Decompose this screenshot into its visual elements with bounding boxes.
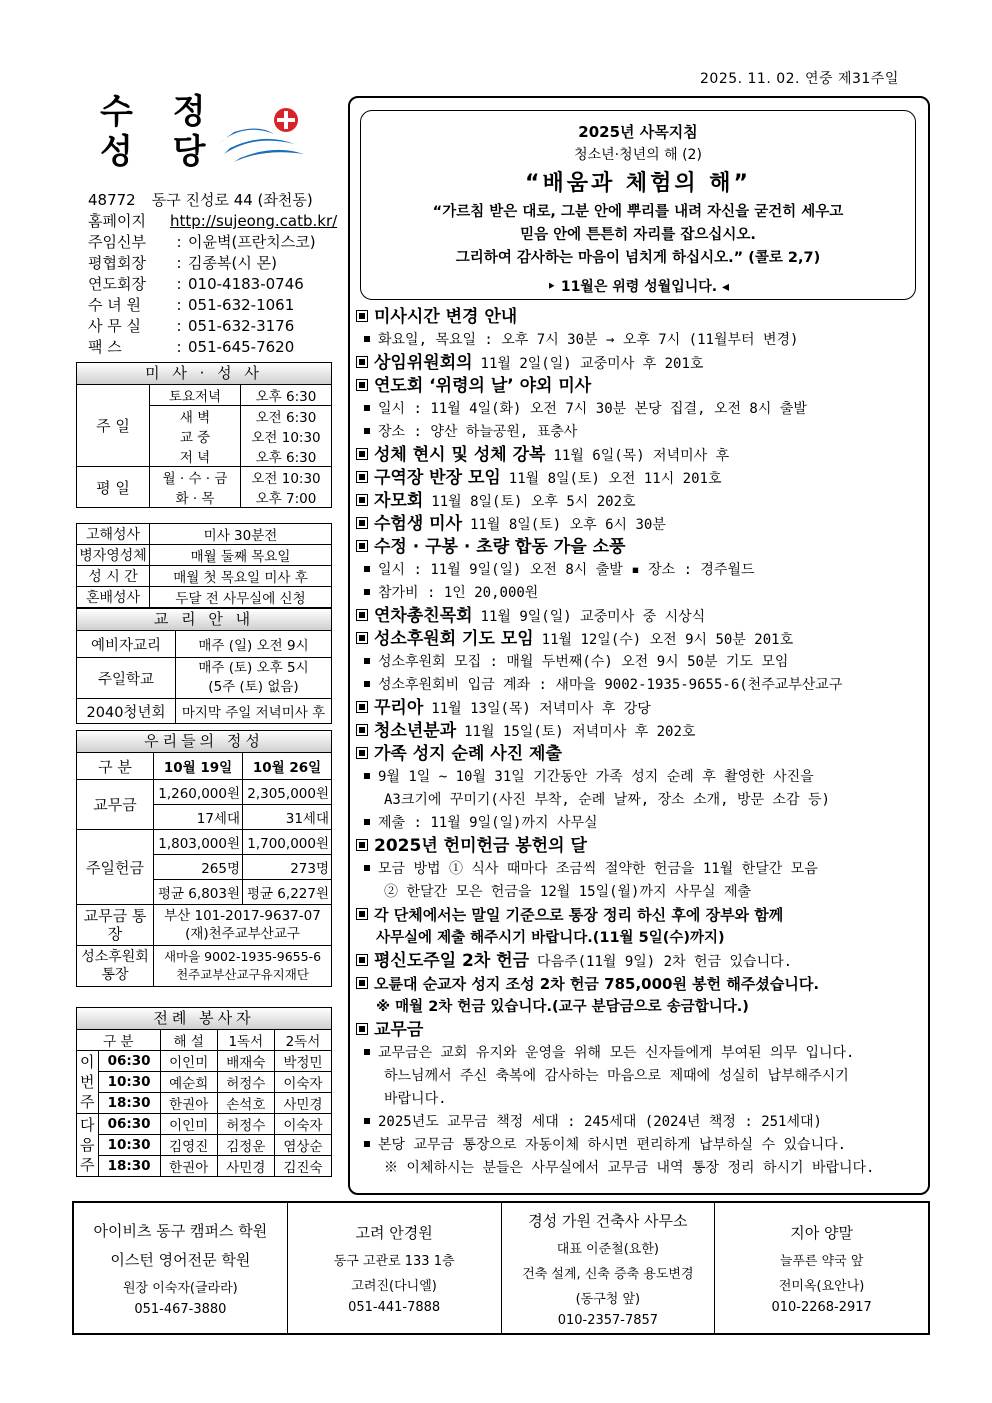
sponsor-ads — [72, 1201, 930, 1335]
notice-title: 성소후원회 기도 모임 — [374, 629, 534, 649]
notice-text: 성소후원회 모집 : 매월 두번째(수) 오전 9시 50분 기도 모임 — [378, 654, 789, 670]
kyomu-label: 교무금 — [77, 780, 154, 830]
notice-detail: 다음주(11월 9일) 2차 헌금 있습니다. — [537, 954, 793, 970]
ad-line: 051-467-3880 — [134, 1302, 227, 1317]
notice-list — [354, 306, 924, 1180]
mass-name: 토요저녁 — [150, 385, 241, 406]
notice-detail: 11월 9일(일) 교중미사 중 시상식 — [480, 609, 706, 625]
notice-item — [354, 421, 924, 444]
info-value: 051-632-3176 — [188, 317, 295, 335]
notice-title: 수정 · 구봉 · 초량 합동 가을 소풍 — [374, 537, 626, 557]
notice-text: 제출 : 11월 9일(일)까지 사무실 — [378, 815, 598, 831]
info-row: 팩 스 : 051-645-7620 — [88, 338, 295, 356]
homepage-link[interactable]: http://sujeong.catb.kr/ — [170, 212, 338, 230]
info-label: 수 녀 원 — [88, 296, 142, 314]
bullet-icon — [364, 589, 370, 595]
servers-table — [76, 1029, 332, 1177]
notice-title: 구역장 반장 모임 — [374, 468, 501, 488]
ad-block — [288, 1203, 502, 1333]
sacrament-row — [77, 587, 332, 608]
ad-line: 010-2357-7857 — [557, 1312, 659, 1328]
ad-block — [74, 1203, 288, 1333]
notice-detail: 11월 13일(목) 저녁미사 후 강당 — [431, 701, 651, 717]
church-logo-icon — [214, 104, 310, 166]
server-name: 염상순 — [274, 1135, 331, 1156]
mass-time: 오후 7:00 — [241, 487, 332, 508]
bullet-icon — [364, 658, 370, 664]
notice-title: 꾸리아 — [374, 698, 424, 718]
notice-heading — [354, 697, 924, 720]
scripture-line: 그리하여 감사하는 마음이 넘치게 하십시오.” (콜로 2,7) — [455, 250, 821, 266]
notice-title: 상임위원회의 — [374, 353, 473, 373]
notice-text: 일시 : 11월 9일(일) 오전 8시 출발 ▪ 장소 : 경주월드 — [378, 562, 755, 578]
server-name: 김진숙 — [274, 1156, 331, 1177]
notice-heading — [354, 306, 924, 329]
doctrine-value: 매주 (일) 오전 9시 — [176, 631, 332, 658]
mass-section-title: 미 사 · 성 사 — [76, 362, 332, 385]
server-name: 손석호 — [217, 1093, 274, 1114]
notice-heading — [354, 375, 924, 398]
servers-row — [77, 1156, 332, 1177]
bullet-icon — [364, 773, 370, 779]
notice-detail: 11월 15일(토) 저녁미사 후 202호 — [464, 724, 696, 740]
notice-item — [354, 582, 924, 605]
mass-time: 오후 6:30 — [241, 385, 332, 406]
notice-title: 연차총친목회 — [374, 606, 473, 626]
bullet-icon — [364, 819, 370, 825]
bullet-icon — [364, 1141, 370, 1147]
notice-detail: 11월 6일(목) 저녁미사 후 — [553, 448, 730, 464]
server-name: 한권아 — [160, 1093, 217, 1114]
info-row: 주임신부 : 이윤벽(프란치스코) — [88, 233, 316, 251]
doctrine-label: 주일학교 — [77, 658, 176, 699]
notice-heading — [354, 628, 924, 651]
server-name: 한권아 — [160, 1156, 217, 1177]
notice-item — [354, 329, 924, 352]
ad-block — [502, 1203, 716, 1333]
notice-item — [354, 1111, 924, 1134]
info-row — [88, 190, 337, 211]
service-time: 10:30 — [98, 1135, 160, 1156]
notice-detail: 11월 8일(토) 오후 6시 30분 — [470, 517, 666, 533]
service-time: 18:30 — [98, 1156, 160, 1177]
bullet-square-icon — [356, 517, 368, 529]
notice-heading — [354, 835, 924, 858]
bullet-square-icon — [356, 609, 368, 621]
servers-row — [77, 1093, 332, 1114]
notice-heading — [354, 605, 924, 628]
bullet-icon — [364, 405, 370, 411]
vocation-account-label: 성소후원회 통장 — [77, 946, 154, 987]
notice-title: 수험생 미사 — [374, 514, 463, 534]
offering-table: 구 분 10월 19일 10월 26일 교무금 1,260,000원 2,305,000원 17세대 31세대 주일헌금 1,803,000원 1,700,000원 265명 273명 평균 6,803원 평균 6,227원 교무금 통장 부산 101-2017-9637-07 (재)천주교부산교구 성소후원회 통장 새마을 9002-1935-9655-6 천주교부산교구유지재단 — [76, 752, 332, 987]
notice-title: 교무금 — [374, 1020, 424, 1040]
servers-head-cell: 1독서 — [217, 1030, 274, 1051]
ad-block — [715, 1203, 928, 1333]
bullet-icon — [364, 566, 370, 572]
server-name: 허정수 — [217, 1072, 274, 1093]
notice-title: 오륜대 순교자 성지 조성 2차 헌금 785,000원 봉헌 해주셨습니다. — [374, 975, 820, 993]
service-time: 10:30 — [98, 1072, 160, 1093]
info-row: 연도회장 : 010-4183-0746 — [88, 275, 304, 293]
info-label: 평협회장 — [88, 254, 146, 272]
sacrament-label: 혼배성사 — [77, 587, 150, 608]
notice-heading — [354, 490, 924, 513]
week-label: 다음주 — [77, 1114, 99, 1177]
servers-head-cell: 2독서 — [274, 1030, 331, 1051]
notice-heading — [354, 352, 924, 375]
notice-item — [354, 812, 924, 835]
pastoral-title: 2025년 사목지침 — [578, 123, 698, 141]
info-label: 연도회장 — [88, 275, 146, 293]
notice-title: 자모회 — [374, 491, 424, 511]
notice-text: 성소후원회비 입금 계좌 : 새마을 9002-1935-9655-6(천주교부산교구 — [378, 677, 843, 693]
sunday-label: 주 일 — [77, 385, 150, 467]
bullet-square-icon — [356, 747, 368, 759]
bullet-square-icon — [356, 471, 368, 483]
notice-continuation: ※ 매월 2차 헌금 있습니다.(교구 분담금으로 송금합니다.) — [376, 999, 749, 1015]
doctrine-value: 매주 (토) 오후 5시 (5주 (토) 없음) — [176, 658, 332, 699]
sacrament-label: 고해성사 — [77, 524, 150, 545]
ad-line: 전미옥(요안나) — [778, 1279, 865, 1294]
notice-text: 장소 : 양산 하늘공원, 표충사 — [378, 424, 578, 440]
bullet-square-icon — [356, 954, 368, 966]
info-value: 010-4183-0746 — [188, 275, 304, 293]
bullet-square-icon — [356, 494, 368, 506]
mass-time: 오전 10:30 — [241, 467, 332, 488]
notice-item — [354, 766, 924, 789]
notice-text: 일시 : 11월 4일(화) 오전 7시 30분 본당 집결, 오전 8시 출발 — [378, 401, 807, 417]
bullet-icon — [364, 428, 370, 434]
servers-head-cell: 해 설 — [160, 1030, 217, 1051]
notice-item — [354, 398, 924, 421]
servers-head-cell: 구 분 — [77, 1030, 161, 1051]
notice-detail: 11월 8일(토) 오후 5시 202호 — [431, 494, 636, 510]
ad-line: 건축 설계, 신축 증축 용도변경 — [522, 1266, 694, 1282]
notice-title: 2025년 헌미헌금 봉헌의 달 — [374, 836, 587, 856]
notice-item — [354, 674, 924, 697]
server-name: 허정수 — [217, 1114, 274, 1135]
info-label: 사 무 실 — [88, 317, 142, 335]
notice-item — [354, 559, 924, 582]
mass-name: 월 · 수 · 금 — [150, 467, 241, 488]
notice-title: 각 단체에서는 말일 기준으로 통장 정리 하신 후에 장부와 함께 — [374, 906, 784, 924]
mass-name: 저 녁 — [150, 446, 241, 467]
scripture-line: “가르침 받은 대로, 그분 안에 뿌리를 내려 자신을 굳건히 세우고 — [432, 204, 844, 220]
mass-time: 오후 6:30 — [241, 446, 332, 467]
church-info — [88, 190, 337, 358]
bullet-square-icon — [356, 632, 368, 644]
notice-title: 청소년분과 — [374, 721, 457, 741]
sacrament-table — [76, 523, 332, 608]
notice-heading — [354, 467, 924, 490]
server-name: 박정민 — [274, 1051, 331, 1072]
notice-text: 2025년도 교무금 책정 세대 : 245세대 (2024년 책정 : 251세대) — [378, 1114, 822, 1130]
bullet-icon — [364, 1118, 370, 1124]
sunday-offering-label: 주일헌금 — [77, 830, 154, 905]
vocation-account: 새마을 9002-1935-9655-6 천주교부산교구유지재단 — [154, 946, 332, 987]
address: 동구 진성로 44 (좌천동) — [151, 191, 313, 209]
server-name: 이숙자 — [274, 1072, 331, 1093]
info-value: 이윤벽(프란치스코) — [188, 233, 316, 251]
ad-title: 아이비츠 동구 캠퍼스 학원 — [93, 1222, 268, 1240]
sacrament-row — [77, 566, 332, 587]
bullet-icon — [364, 1049, 370, 1055]
church-name-line2: 성 당 — [100, 132, 220, 172]
notice-continuation: ※ 이체하시는 분들은 사무실에서 교무금 내역 통장 정리 하시기 바랍니다. — [384, 1160, 875, 1176]
notice-item — [354, 1134, 924, 1157]
bullet-square-icon — [356, 977, 368, 989]
notice-text: 교무금은 교회 유지와 운영을 위해 모든 신자들에게 부여된 의무 입니다. — [378, 1045, 855, 1061]
sacrament-row — [77, 524, 332, 545]
ad-line: (동구청 앞) — [575, 1291, 641, 1307]
sacrament-value: 미사 30분전 — [150, 524, 332, 545]
info-value: 김종복(시 몬) — [188, 254, 277, 272]
week-label: 이번주 — [77, 1051, 99, 1114]
notice-detail: 11월 8일(토) 오전 11시 201호 — [508, 471, 722, 487]
notice-continuation: A3크기에 꾸미기(사진 부착, 순례 날짜, 장소 소개, 방문 소감 등) — [384, 792, 830, 808]
server-name: 배재숙 — [217, 1051, 274, 1072]
server-name: 예순희 — [160, 1072, 217, 1093]
notice-item — [354, 858, 924, 881]
notice-continuation: 바랍니다. — [384, 1091, 447, 1107]
pastoral-subtitle: 청소년·청년의 해 (2) — [574, 147, 702, 163]
notice-heading — [354, 536, 924, 559]
mass-time: 오전 10:30 — [241, 426, 332, 446]
bullet-icon — [364, 681, 370, 687]
notice-continuation: ② 한달간 모은 헌금을 12월 15일(월)까지 사무실 제출 — [384, 884, 752, 900]
notice-detail: 11월 12일(수) 오전 9시 50분 201호 — [541, 632, 794, 648]
mass-time: 오전 6:30 — [241, 406, 332, 427]
info-label: 홈페이지 — [88, 212, 146, 230]
servers-header — [77, 1030, 332, 1051]
servers-row — [77, 1051, 332, 1072]
sacrament-value: 매월 첫 목요일 미사 후 — [150, 566, 332, 587]
ad-line: 051-441-7888 — [348, 1300, 441, 1315]
notice-title: 미사시간 변경 안내 — [374, 307, 518, 327]
servers-row — [77, 1135, 332, 1156]
notice-heading — [354, 904, 924, 927]
pastoral-guideline — [360, 110, 916, 300]
kyomu-account: 부산 101-2017-9637-07 (재)천주교부산교구 — [154, 905, 332, 946]
kyomu-account-label: 교무금 통장 — [77, 905, 154, 946]
notice-title: 평신도주일 2차 헌금 — [374, 951, 530, 971]
info-label: 팩 스 — [88, 338, 122, 356]
scripture-line: 믿음 안에 튼튼히 자리를 잡으십시오. — [520, 227, 756, 243]
notice-heading — [354, 720, 924, 743]
ad-line: 동구 고관로 133 1층 — [333, 1254, 455, 1269]
bullet-square-icon — [356, 908, 368, 920]
notice-continuation: 사무실에 제출 해주시기 바랍니다.(11월 5일(수)까지) — [376, 930, 725, 946]
servers-row — [77, 1114, 332, 1135]
notice-continuation: 하느님께서 주신 축복에 감사하는 마음으로 제때에 성실히 납부해주시기 — [384, 1068, 849, 1084]
bullet-square-icon — [356, 1023, 368, 1035]
info-row: 평협회장 : 김종복(시 몬) — [88, 254, 277, 272]
doctrine-table — [76, 630, 332, 724]
notice-detail: 11월 2일(일) 교중미사 후 201호 — [480, 356, 704, 372]
notice-heading — [354, 950, 924, 973]
notice-item — [354, 651, 924, 674]
notice-item — [354, 1042, 924, 1065]
doctrine-label: 예비자교리 — [77, 631, 176, 658]
bullet-square-icon — [356, 448, 368, 460]
pastoral-motto: “배움과 체험의 해” — [524, 171, 751, 196]
bullet-square-icon — [356, 701, 368, 713]
bullet-square-icon — [356, 839, 368, 851]
bullet-square-icon — [356, 310, 368, 322]
notice-text: 화요일, 목요일 : 오후 7시 30분 → 오후 7시 (11월부터 변경) — [378, 332, 799, 348]
server-name: 김정운 — [217, 1135, 274, 1156]
notice-heading — [354, 513, 924, 536]
server-name: 이숙자 — [274, 1114, 331, 1135]
church-name-line1: 수 정 — [100, 92, 220, 132]
ad-title: 지아 양말 — [790, 1224, 853, 1242]
church-name — [100, 92, 220, 172]
ad-line: 늘푸른 약국 앞 — [779, 1254, 864, 1269]
bullet-square-icon — [356, 724, 368, 736]
bullet-square-icon — [356, 540, 368, 552]
notice-text: 모금 방법 ① 식사 때마다 조금씩 절약한 헌금을 11월 한달간 모음 — [378, 861, 818, 877]
ad-line: 고려진(다니엘) — [351, 1279, 437, 1294]
server-name: 이인미 — [160, 1051, 217, 1072]
server-name: 이인미 — [160, 1114, 217, 1135]
info-row: 수 녀 원 : 051-632-1061 — [88, 296, 295, 314]
bullet-icon — [364, 865, 370, 871]
notice-text: 본당 교무금 통장으로 자동이체 하시면 편리하게 납부하실 수 있습니다. — [378, 1137, 847, 1153]
ad-line: 원장 이숙자(글라라) — [123, 1281, 238, 1296]
doctrine-label: 2040청년회 — [77, 699, 176, 724]
doctrine-value: 마지막 주일 저녁미사 후 — [176, 699, 332, 724]
info-value: 051-632-1061 — [188, 296, 295, 314]
service-time: 18:30 — [98, 1093, 160, 1114]
servers-row — [77, 1072, 332, 1093]
ad-subtitle: 이스턴 영어전문 학원 — [110, 1251, 251, 1269]
sacrament-label: 성 시 간 — [77, 566, 150, 587]
notice-title: 연도회 ‘위령의 날’ 야외 미사 — [374, 376, 592, 396]
ad-title: 경성 가원 건축사 사무소 — [528, 1211, 688, 1230]
month-note: ‣ 11월은 위령 성월입니다. ◂ — [547, 279, 729, 295]
postal-code: 48772 — [88, 191, 136, 209]
sacrament-value: 두달 전 사무실에 신청 — [150, 587, 332, 608]
notice-heading — [354, 1019, 924, 1042]
notice-title: 가족 성지 순례 사진 제출 — [374, 744, 562, 764]
info-value: 051-645-7620 — [188, 338, 295, 356]
mass-name: 새 벽 — [150, 406, 241, 427]
info-label: 주임신부 — [88, 233, 146, 251]
notice-heading — [354, 743, 924, 766]
ad-line: 대표 이준철(요한) — [556, 1241, 659, 1257]
notice-heading — [354, 973, 924, 996]
ad-title: 고려 안경원 — [355, 1224, 433, 1242]
mass-name: 교 중 — [150, 426, 241, 446]
service-time: 06:30 — [98, 1051, 160, 1072]
mass-table — [76, 384, 332, 508]
server-name: 김영진 — [160, 1135, 217, 1156]
sacrament-row — [77, 545, 332, 566]
issue-date: 2025. 11. 02. 연중 제31주일 — [700, 71, 899, 87]
info-row: 사 무 실 : 051-632-3176 — [88, 317, 295, 335]
sacrament-value: 매월 둘째 목요일 — [150, 545, 332, 566]
sacrament-label: 병자영성체 — [77, 545, 150, 566]
notice-text: 참가비 : 1인 20,000원 — [378, 585, 539, 601]
mass-name: 화 · 목 — [150, 487, 241, 508]
info-row — [88, 211, 337, 232]
notice-text: 9월 1일 ~ 10월 31일 기간동안 가족 성지 순례 후 촬영한 사진을 — [378, 769, 814, 785]
bullet-square-icon — [356, 356, 368, 368]
service-time: 06:30 — [98, 1114, 160, 1135]
weekday-label: 평 일 — [77, 467, 150, 508]
notice-heading — [354, 444, 924, 467]
ad-line: 010-2268-2917 — [771, 1300, 872, 1315]
bullet-icon — [364, 336, 370, 342]
doctrine-section-title: 교 리 안 내 — [76, 608, 332, 631]
offering-section-title: 우리들의 정성 — [76, 730, 332, 753]
notice-title: 성체 현시 및 성체 강복 — [374, 445, 546, 465]
bullet-square-icon — [356, 379, 368, 391]
server-name: 사민경 — [217, 1156, 274, 1177]
servers-section-title: 전례 봉사자 — [76, 1007, 332, 1030]
server-name: 사민경 — [274, 1093, 331, 1114]
